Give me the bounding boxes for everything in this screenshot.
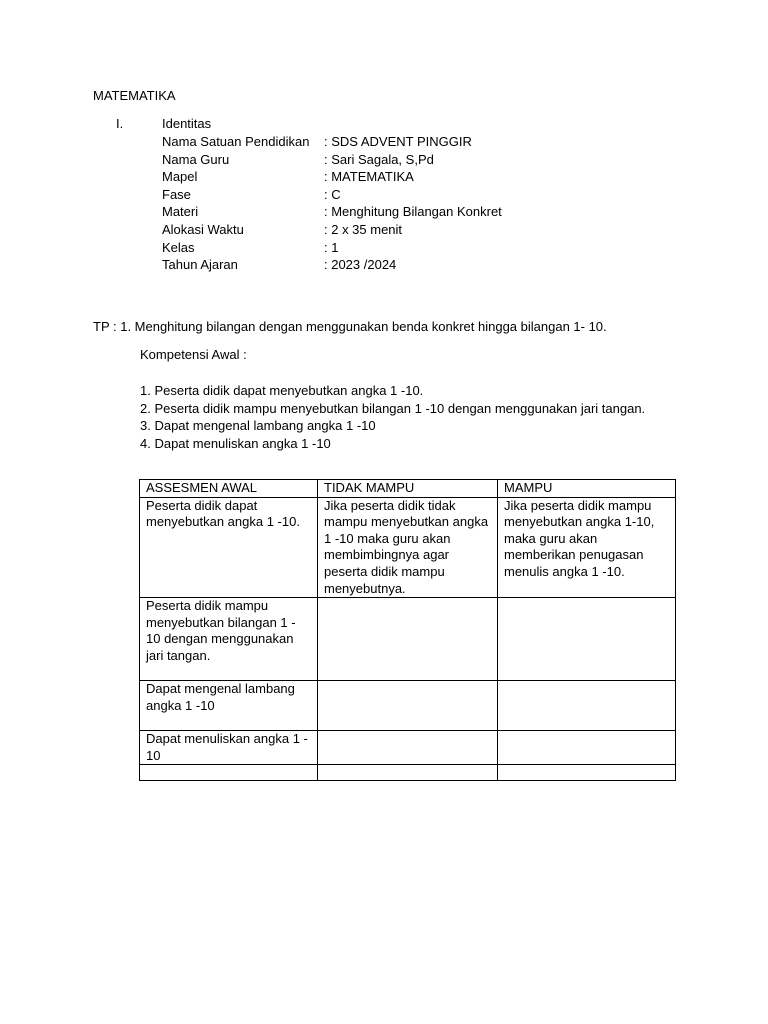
identity-label: Alokasi Waktu xyxy=(162,221,244,237)
table-cell xyxy=(498,681,676,731)
identity-value: : 2 x 35 menit xyxy=(324,221,403,237)
identity-value: : SDS ADVENT PINGGIR xyxy=(324,134,472,149)
identity-row-phase xyxy=(162,186,582,204)
table-cell: Jika peserta didik tidak mampu menyebutkan angka 1 -10 maka guru akan membimbingnya agar peserta didik mampu menyebutnya. xyxy=(318,497,498,598)
identity-row-school xyxy=(162,133,582,151)
document-title: MATEMATIKA xyxy=(93,88,176,103)
identity-list xyxy=(162,133,582,274)
identity-row-material xyxy=(162,203,582,221)
table-cell xyxy=(318,598,498,681)
table-cell: Dapat mengenal lambang angka 1 -10 xyxy=(140,681,318,731)
kompetensi-title: Kompetensi Awal : xyxy=(140,347,247,362)
identity-value: : Sari Sagala, S,Pd xyxy=(324,151,434,167)
table-cell: Jika peserta didik mampu menyebutkan angka 1-10, maka guru akan memberikan penugasan menulis angka 1 -10. xyxy=(498,497,676,598)
identity-row-teacher xyxy=(162,151,582,169)
identity-value: : C xyxy=(324,186,341,202)
table-cell xyxy=(318,765,498,781)
identity-label: Kelas xyxy=(162,239,195,255)
learning-objective: TP : 1. Menghitung bilangan dengan menggunakan benda konkret hingga bilangan 1- 10. xyxy=(93,319,607,334)
identity-label: Materi xyxy=(162,204,199,220)
identity-label: Nama Guru xyxy=(162,151,230,167)
table-cell xyxy=(318,681,498,731)
table-row xyxy=(140,497,676,598)
table-header-row xyxy=(140,480,676,498)
kompetensi-list xyxy=(140,382,645,452)
table-cell xyxy=(140,765,318,781)
identity-row-year xyxy=(162,256,582,274)
table-cell xyxy=(498,731,676,765)
assessment-table xyxy=(139,479,676,781)
table-row-empty xyxy=(140,765,676,781)
identity-row-subject xyxy=(162,168,582,186)
identity-value: : 2023 /2024 xyxy=(324,257,397,273)
identity-value: : 1 xyxy=(324,239,339,255)
kompetensi-item: 2. Peserta didik mampu menyebutkan bilangan 1 -10 dengan menggunakan jari tangan. xyxy=(140,400,646,416)
header-cell-assesmen: ASSESMEN AWAL xyxy=(140,480,318,498)
table-row xyxy=(140,598,676,681)
section-number: I. xyxy=(116,116,124,131)
identity-row-time xyxy=(162,221,582,239)
table-cell: Peserta didik dapat menyebutkan angka 1 -10. xyxy=(140,497,318,598)
table-cell: Dapat menuliskan angka 1 - 10 xyxy=(140,731,318,765)
kompetensi-item: 1. Peserta didik dapat menyebutkan angka 1 -10. xyxy=(140,383,424,398)
table-cell xyxy=(498,765,676,781)
table-row xyxy=(140,731,676,765)
table-cell: Peserta didik mampu menyebutkan bilangan 1 - 10 dengan menggunakan jari tangan. xyxy=(140,598,318,681)
identity-value: : Menghitung Bilangan Konkret xyxy=(324,204,502,220)
identity-row-class xyxy=(162,239,582,257)
table-cell xyxy=(498,598,676,681)
identity-label: Tahun Ajaran xyxy=(162,257,238,273)
header-cell-mampu: MAMPU xyxy=(498,480,676,498)
identity-label: Nama Satuan Pendidikan xyxy=(162,134,310,149)
identity-value: : MATEMATIKA xyxy=(324,169,414,185)
table-row xyxy=(140,681,676,731)
table-cell xyxy=(318,731,498,765)
kompetensi-item: 4. Dapat menuliskan angka 1 -10 xyxy=(140,435,331,451)
identity-label: Fase xyxy=(162,186,191,202)
identity-label: Mapel xyxy=(162,169,198,185)
header-cell-tidak-mampu: TIDAK MAMPU xyxy=(318,480,498,498)
kompetensi-item: 3. Dapat mengenal lambang angka 1 -10 xyxy=(140,418,376,433)
section-heading: Identitas xyxy=(162,116,212,131)
